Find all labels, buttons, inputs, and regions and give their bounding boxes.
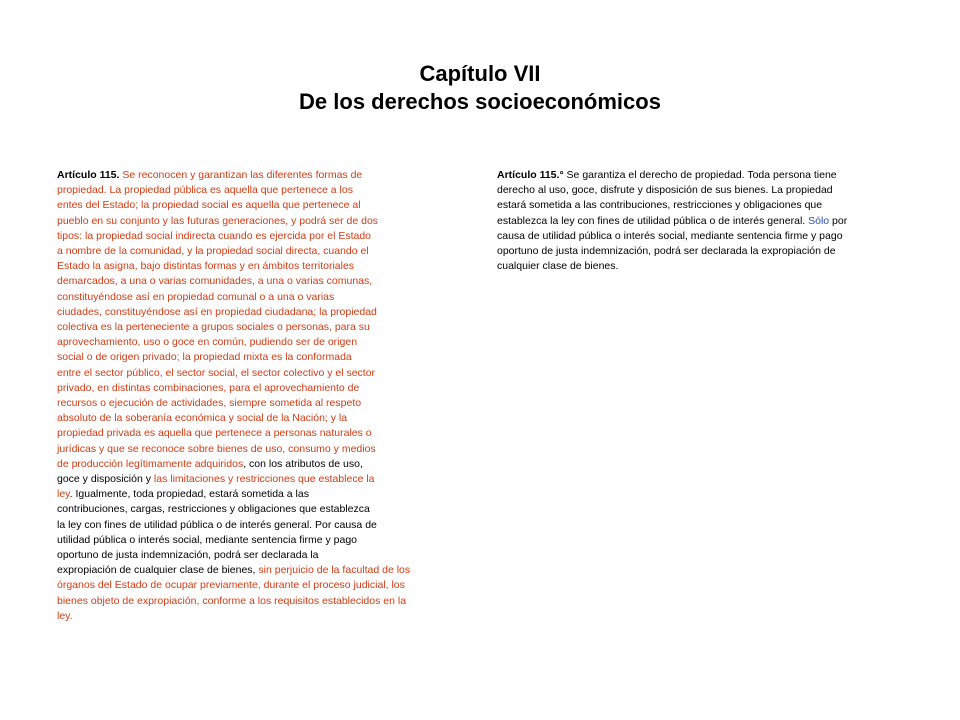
text-line	[57, 183, 477, 198]
text-line	[497, 259, 917, 274]
text-line	[57, 366, 477, 381]
text-segment: por	[829, 214, 848, 227]
text-line	[57, 214, 477, 229]
text-segment: oportuno de justa indemnización, podrá ser declarada la	[57, 549, 319, 562]
text-line	[57, 594, 477, 609]
modified-text: a nombre de la comunidad, y la propiedad social directa, cuando el	[57, 245, 369, 258]
modified-text: entre el sector público, el sector social, el sector colectivo y el sector	[57, 366, 376, 379]
text-line	[57, 411, 477, 426]
text-segment: goce y disposición y	[57, 473, 154, 486]
text-line	[57, 290, 477, 305]
text-line	[57, 396, 477, 411]
chapter-title-line2: De los derechos socioeconómicos	[299, 89, 661, 114]
text-line	[57, 457, 477, 472]
modified-text: privado, en distintas combinaciones, para el aprovechamiento de	[57, 381, 360, 394]
text-segment: expropiación de cualquier clase de bienes,	[57, 564, 259, 577]
modified-text: ciudades, constituyéndose así en propiedad ciudadana; la propiedad	[57, 305, 377, 318]
text-line	[497, 183, 917, 198]
modified-text: absoluto de la soberanía económica y social de la Nación; y la	[57, 412, 348, 425]
article-115-current-text	[497, 168, 917, 274]
text-line	[57, 578, 477, 593]
modified-text: entes del Estado; la propiedad social es aquella que pertenece al	[57, 199, 361, 212]
modified-text: aprovechamiento, uso o goce en común, pudiendo ser de origen	[57, 336, 358, 349]
text-segment: estará sometida a las contribuciones, restricciones y obligaciones que	[497, 199, 823, 212]
modified-text: de producción legítimamente adquiridos	[57, 457, 244, 470]
text-segment: , con los atributos de uso,	[243, 457, 363, 470]
modified-text: constituyéndose así en propiedad comunal o a una o varias	[57, 290, 335, 303]
text-line	[57, 548, 477, 563]
text-line	[57, 472, 477, 487]
text-line	[57, 426, 477, 441]
text-line	[57, 609, 477, 624]
text-segment: cualquier clase de bienes.	[497, 260, 619, 273]
article-115-proposed-text	[57, 168, 477, 624]
text-line	[57, 244, 477, 259]
modified-text: sin perjuicio de la facultad de los	[258, 564, 411, 577]
text-segment: causa de utilidad pública o interés social, mediante sentencia firme y pago	[497, 229, 843, 242]
text-segment: . Igualmente, toda propiedad, estará sometida a las	[69, 488, 309, 501]
modified-text: bienes objeto de expropiación, conforme a los requisitos establecidos en la	[57, 594, 407, 607]
text-segment: utilidad pública o interés social, mediante sentencia firme y pago	[57, 533, 358, 546]
text-line	[497, 229, 917, 244]
text-line	[57, 381, 477, 396]
text-line	[497, 244, 917, 259]
text-line	[57, 502, 477, 517]
text-line	[57, 198, 477, 213]
text-line	[57, 320, 477, 335]
modified-text: social o de origen privado; la propiedad mixta es la conformada	[57, 351, 352, 364]
modified-text: Estado la asigna, bajo distintas formas y en ámbitos territoriales	[57, 260, 355, 273]
modified-text: jurídicas y que se reconoce sobre bienes de uso, consumo y medios	[57, 442, 376, 455]
text-line	[497, 198, 917, 213]
text-line	[57, 518, 477, 533]
text-line	[57, 350, 477, 365]
text-line	[57, 442, 477, 457]
modified-text: recursos o ejecución de actividades, siempre sometida al respeto	[57, 397, 362, 410]
chapter-title	[0, 60, 960, 116]
text-segment: derecho al uso, goce, disfrute y disposición de sus bienes. La propiedad	[497, 184, 833, 197]
text-line	[57, 168, 477, 183]
article-label: Artículo 115.	[57, 169, 120, 181]
text-line	[57, 229, 477, 244]
text-line	[57, 259, 477, 274]
modified-text: colectiva es la perteneciente a grupos sociales o personas, para su	[57, 321, 370, 334]
chapter-title-line1: Capítulo VII	[419, 61, 541, 86]
highlighted-text: Sólo	[808, 214, 830, 227]
text-segment: Se garantiza el derecho de propiedad. Toda persona tiene	[563, 169, 837, 181]
modified-text: Se reconocen y garantizan las diferentes formas de	[119, 169, 363, 181]
text-line	[57, 533, 477, 548]
modified-text: demarcados, a una o varias comunidades, a una o varias comunas,	[57, 275, 373, 288]
modified-text: pueblo en su conjunto y las futuras generaciones, y podrá ser de dos	[57, 214, 379, 227]
text-segment: oportuno de justa indemnización, podrá ser declarada la expropiación de	[497, 245, 836, 258]
modified-text: ley	[57, 488, 70, 501]
text-segment: la ley con fines de utilidad pública o de interés general. Por causa de	[57, 518, 377, 531]
modified-text: ley.	[57, 609, 73, 622]
text-line	[57, 335, 477, 350]
modified-text: órganos del Estado de ocupar previamente, durante el proceso judicial, los	[57, 579, 405, 592]
text-line	[57, 274, 477, 289]
modified-text: las limitaciones y restricciones que establece la	[153, 473, 375, 486]
modified-text: propiedad. La propiedad pública es aquella que pertenece a los	[57, 184, 353, 197]
modified-text: propiedad privada es aquella que pertenece a personas naturales o	[57, 427, 372, 440]
modified-text: tipos: la propiedad social indirecta cuando es ejercida por el Estado	[57, 229, 372, 242]
text-segment: contribuciones, cargas, restricciones y obligaciones que establezca	[57, 503, 370, 516]
text-line	[57, 563, 477, 578]
text-line	[57, 487, 477, 502]
text-segment: establezca la ley con fines de utilidad pública o de interés general.	[497, 214, 809, 227]
article-label: Artículo 115.°	[497, 169, 564, 181]
text-line	[497, 168, 917, 183]
text-line	[57, 305, 477, 320]
text-line	[497, 214, 917, 229]
